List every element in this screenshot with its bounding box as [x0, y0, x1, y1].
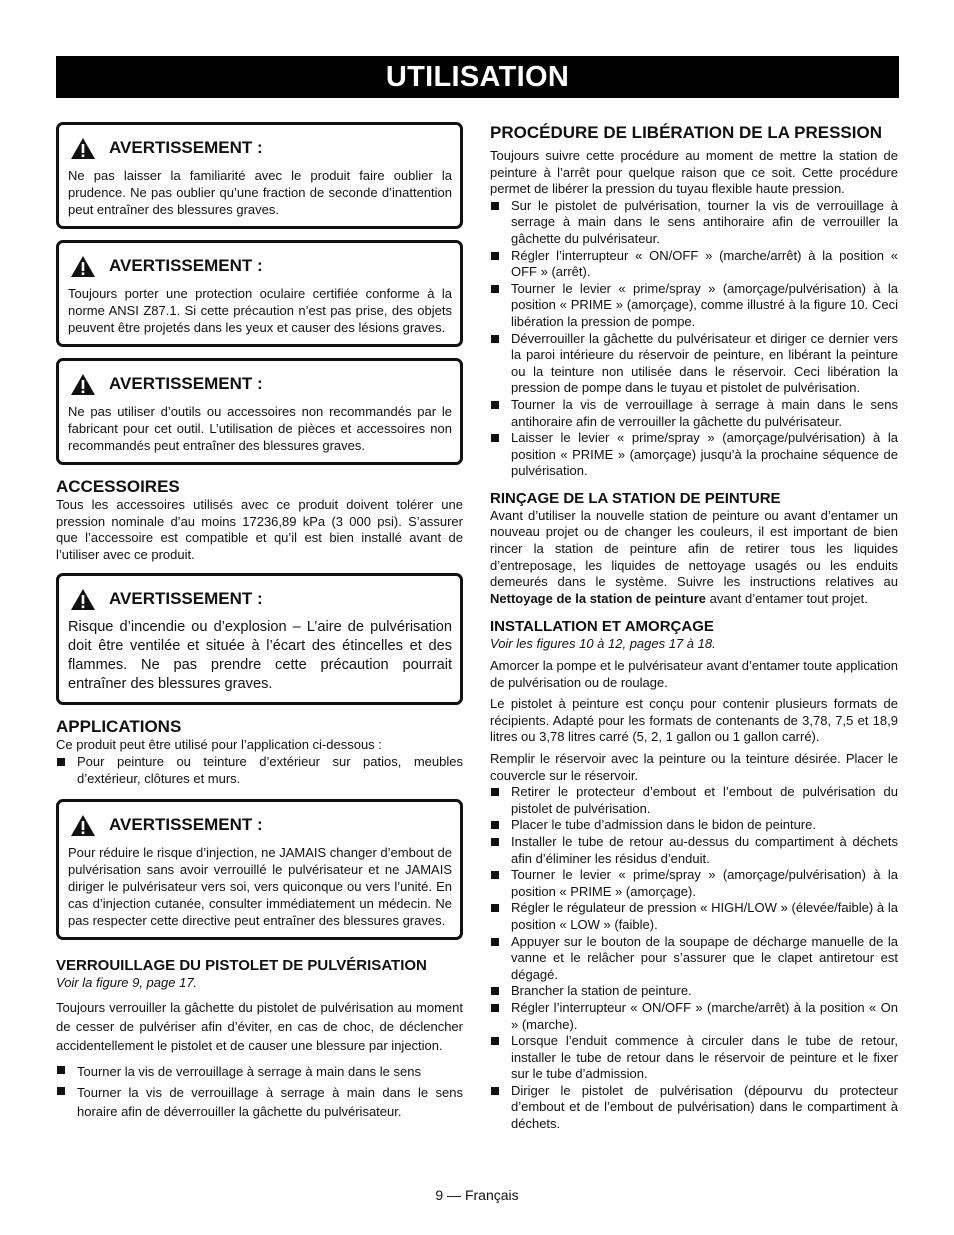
liberation-list — [490, 198, 898, 480]
figure-reference: Voir les figures 10 à 12, pages 17 à 18. — [490, 636, 716, 652]
warning-triangle-icon — [70, 814, 96, 837]
installation-text-3: Remplir le réservoir avec la peinture ou la teinture désirée. Placer le couvercle sur le réservoir. — [490, 751, 898, 783]
list-item: Régler le régulateur de pression « HIGH/LOW » (élevée/faible) à la position « LOW » (faible). — [490, 900, 898, 933]
warning-text: Toujours porter une protection oculaire certifiée conforme à la norme ANSI Z87.1. Si cette précaution n’est pas prise, des objets peuvent être projetés dans les yeux et causer des lésions graves. — [68, 286, 452, 335]
warning-text: Pour réduire le risque d’injection, ne JAMAIS changer d’embout de pulvérisation sans avoir verrouillé le pulvérisateur et ne JAMAIS diriger le pulvérisateur vers soi, vers quiconque ou vers l’unité. En cas d’injection cutanée, consulter immédiatement un médecin. Ne pas respecter cette directive peut entraîner des blessures graves. — [68, 845, 452, 929]
warning-text: Risque d’incendie ou d’explosion – L’aire de pulvérisation doit être ventilée et située à l’écart des étincelles et des flammes. Ne pas prendre cette précaution pourrait entraîner des blessures graves. — [68, 619, 452, 693]
section-heading-liberation: PROCÉDURE DE LIBÉRATION DE LA PRESSION — [490, 123, 882, 142]
rincage-text: Avant d’utiliser la nouvelle station de peinture ou avant d’entamer un nouveau projet ou de changer les couleurs, il est important de bien rincer la station de peinture afin de retirer tous les liquides d’entreposage, les liquides de nettoyage usagés ou les enduits demeurés dans le système. Suivre les instructions relatives au Nettoyage de la station de peinture avant d’entamer tout projet. — [490, 507, 898, 606]
list-item: Tourner la vis de verrouillage à serrage à main dans le sens antihoraire afin de verrouiller la gâchette du pulvérisateur. — [490, 397, 898, 430]
warning-triangle-icon — [70, 373, 96, 396]
warning-title: AVERTISSEMENT : — [109, 138, 263, 157]
list-item: Diriger le pistolet de pulvérisation (dépourvu du protecteur d’embout et de l’embout de pulvérisation) dans le compartiment à déchets. — [490, 1083, 898, 1133]
verrouillage-text: Toujours verrouiller la gâchette du pistolet de pulvérisation au moment de cesser de pulvériser afin d’éviter, en cas de choc, de déclencher accidentellement le pistolet et de causer une blessure par injection. — [56, 999, 463, 1053]
accessoires-text: Tous les accessoires utilisés avec ce produit doivent tolérer une pression nominale d’au moins 17236,89 kPa (3 000 psi). S’assurer que l’accessoire est compatible et qu’il est bien installé avant de l’utiliser avec ce produit. — [56, 497, 463, 562]
list-item: Appuyer sur le bouton de la soupape de décharge manuelle de la vanne et le relâcher pour s’assurer que le clapet antiretour est dégagé. — [490, 934, 898, 984]
list-item: Pour peinture ou teinture d’extérieur sur patios, meubles d’extérieur, clôtures et murs. — [56, 754, 463, 787]
verrouillage-list — [56, 1062, 463, 1121]
left-column — [56, 122, 463, 1121]
page-title: UTILISATION — [56, 56, 899, 98]
warning-text: Ne pas utiliser d’outils ou accessoires non recommandés par le fabricant pour cet outil. L’utilisation de pièces et accessoires non recommandés peut entraîner des blessures graves. — [68, 404, 452, 453]
right-column — [490, 122, 898, 1133]
warning-triangle-icon — [70, 255, 96, 278]
warning-title: AVERTISSEMENT : — [109, 256, 263, 275]
section-heading-rincage: RINÇAGE DE LA STATION DE PEINTURE — [490, 489, 781, 507]
warning-text: Ne pas laisser la familiarité avec le produit faire oublier la prudence. Ne pas oublier qu’une fraction de seconde d’inattention peut entraîner des blessures graves. — [68, 168, 452, 217]
warning-box-familiarity — [56, 122, 463, 229]
list-item: Tourner le levier « prime/spray » (amorçage/pulvérisation) à la position « PRIME » (amorçage), comme illustré à la figure 10. Ceci libération la pression de pompe. — [490, 281, 898, 331]
warning-title: AVERTISSEMENT : — [109, 815, 263, 835]
page-number: 9 — Français — [435, 1187, 519, 1203]
applications-list — [56, 754, 463, 787]
figure-reference: Voir la figure 9, page 17. — [56, 975, 198, 991]
list-item: Régler l’interrupteur « ON/OFF » (marche/arrêt) à la position « OFF » (arrêt). — [490, 248, 898, 281]
installation-list — [490, 784, 898, 1132]
section-heading-accessoires: ACCESSOIRES — [56, 477, 180, 496]
installation-text-1: Amorcer la pompe et le pulvérisateur avant d’entamer toute application de pulvérisation ou de roulage. — [490, 658, 898, 690]
list-item: Lorsque l’enduit commence à circuler dans le tube de retour, installer le tube de retour dans le réservoir de peinture et le fixer sur le tube d’admission. — [490, 1033, 898, 1083]
list-item: Tourner le levier « prime/spray » (amorçage/pulvérisation) à la position « PRIME » (amorçage). — [490, 867, 898, 900]
installation-text-2: Le pistolet à peinture est conçu pour contenir plusieurs formats de récipients. Adapté pour les formats de contenants de 3,78, 7,5 et 18,9 litres ou 3,78 litres carré (5, 2, 1 gallon ou 1 gallon carré). — [490, 696, 898, 745]
list-item: Retirer le protecteur d’embout et l’embout de pulvérisation du pistolet de pulvérisation. — [490, 784, 898, 817]
warning-title: AVERTISSEMENT : — [109, 589, 263, 609]
warning-box-accessories — [56, 358, 463, 465]
liberation-text: Toujours suivre cette procédure au moment de mettre la station de peinture à l’arrêt pour quelque raison que ce soit. Cette procédure permet de libérer la pression du tuyau flexible haute pression. — [490, 148, 898, 197]
warning-box-eye-protection — [56, 240, 463, 347]
list-item: Installer le tube de retour au-dessus du compartiment à déchets afin d’éliminer les résidus d’enduit. — [490, 834, 898, 867]
warning-box-injection — [56, 799, 463, 940]
list-item: Tourner la vis de verrouillage à serrage à main dans le sens horaire afin de déverrouiller la gâchette du pulvérisateur. — [56, 1083, 463, 1121]
section-heading-applications: APPLICATIONS — [56, 717, 182, 737]
list-item: Régler l’interrupteur « ON/OFF » (marche/arrêt) à la position « On » (marche). — [490, 1000, 898, 1033]
section-heading-installation: INSTALLATION ET AMORÇAGE — [490, 618, 714, 636]
list-item: Tourner la vis de verrouillage à serrage à main dans le sens — [56, 1062, 463, 1081]
list-item: Placer le tube d’admission dans le bidon de peinture. — [490, 817, 898, 834]
warning-triangle-icon — [70, 588, 96, 611]
warning-title: AVERTISSEMENT : — [109, 374, 263, 393]
applications-intro: Ce produit peut être utilisé pour l’application ci-dessous : — [56, 737, 382, 753]
list-item: Sur le pistolet de pulvérisation, tourner la vis de verrouillage à serrage à main dans le sens antihoraire afin de verrouiller la gâchette du pulvérisateur. — [490, 198, 898, 248]
list-item: Déverrouiller la gâchette du pulvérisateur et diriger ce dernier vers la paroi intérieure du réservoir de peinture, en libérant la peinture ou la teinture non utilisée dans le réservoir. Ceci libération la pression de pompe dans le tuyau et pistolet de pulvérisation. — [490, 331, 898, 397]
warning-triangle-icon — [70, 137, 96, 160]
warning-box-fire — [56, 573, 463, 705]
list-item: Laisser le levier « prime/spray » (amorçage/pulvérisation) à la position « PRIME » (amorçage) jusqu’à la prochaine séquence de pulvérisation. — [490, 430, 898, 480]
section-heading-verrouillage: VERROUILLAGE DU PISTOLET DE PULVÉRISATION — [56, 957, 427, 975]
list-item: Brancher la station de peinture. — [490, 983, 898, 1000]
